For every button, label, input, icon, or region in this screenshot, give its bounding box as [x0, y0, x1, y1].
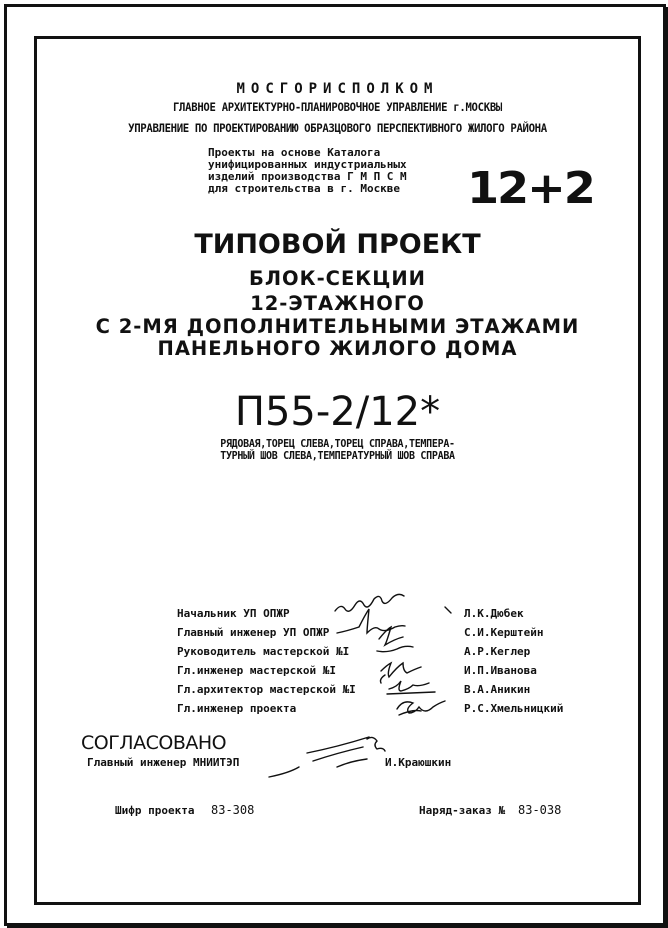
signature-name-5: В.А.Аникин — [464, 683, 531, 696]
title-line-3: С 2-МЯ ДОПОЛНИТЕЛЬНЫМИ ЭТАЖАМИ — [95, 315, 580, 338]
approval-name: И.Краюшкин — [385, 756, 452, 769]
title-block-frame — [34, 36, 641, 905]
cipher-value: 83-308 — [211, 803, 255, 817]
approval-heading: СОГЛАСОВАНО — [81, 732, 227, 754]
page-frame — [4, 4, 666, 926]
signature-role-2: Главный инженер УП ОПЖР — [177, 626, 330, 639]
title-line-2: 12-ЭТАЖНОГО — [250, 292, 425, 315]
title-line-4: ПАНЕЛЬНОГО ЖИЛОГО ДОМА — [157, 337, 518, 360]
title-line-1: БЛОК-СЕКЦИИ — [249, 267, 426, 290]
org-line-1: МОСГОРИСПОЛКОМ — [236, 81, 439, 97]
catalog-note-line-4: для строительства в г. Москве — [208, 182, 401, 195]
org-line-2: ГЛАВНОЕ АРХИТЕКТУРНО-ПЛАНИРОВОЧНОЕ УПРАВЛЕНИЕ г.МОСКВЫ — [172, 100, 503, 114]
project-description-line-1: РЯДОВАЯ,ТОРЕЦ СЛЕВА,ТОРЕЦ СПРАВА,ТЕМПЕРА- — [220, 438, 455, 450]
signature-mark-6 — [397, 701, 445, 715]
handwritten-signatures — [37, 39, 638, 902]
signature-mark-5 — [387, 681, 435, 694]
signature-name-3: А.Р.Кеглер — [464, 645, 531, 658]
cipher-label: Шифр проекта — [115, 804, 195, 817]
signature-name-2: С.И.Керштейн — [464, 626, 544, 639]
order-value: 83-038 — [518, 803, 562, 817]
project-code: П55-2/12* — [234, 389, 441, 435]
catalog-note-line-1: Проекты на основе Каталога — [208, 146, 381, 159]
approval-role: Главный инженер МНИИТЭП — [87, 756, 240, 769]
signature-mark-1 — [335, 594, 451, 613]
signature-role-6: Гл.инженер проекта — [177, 702, 297, 715]
catalog-note-line-3: изделий производства Г М П С М — [208, 170, 407, 183]
project-description-line-2: ТУРНЫЙ ШОВ СЛЕВА,ТЕМПЕРАТУРНЫЙ ШОВ СПРАВА — [220, 450, 455, 462]
signature-mark-7 — [269, 737, 385, 777]
signature-mark-2 — [337, 609, 405, 633]
signature-name-1: Л.К.Дюбек — [464, 607, 524, 620]
series-badge: 12+2 — [467, 163, 594, 214]
signature-role-4: Гл.инженер мастерской №I — [177, 664, 336, 677]
signature-mark-4 — [381, 663, 422, 683]
signature-role-5: Гл.архитектор мастерской №I — [177, 683, 356, 696]
catalog-note-line-2: унифицированных индустриальных — [208, 158, 407, 171]
order-label: Наряд-заказ № — [419, 804, 506, 817]
signature-role-3: Руководитель мастерской №I — [177, 645, 350, 658]
signature-name-6: Р.С.Хмельницкий — [464, 702, 564, 715]
signature-role-1: Начальник УП ОПЖР — [177, 607, 290, 620]
document-title: ТИПОВОЙ ПРОЕКТ — [194, 229, 481, 260]
org-line-3: УПРАВЛЕНИЕ ПО ПРОЕКТИРОВАНИЮ ОБРАЗЦОВОГО ПЕРСПЕКТИВНОГО ЖИЛОГО РАЙОНА — [128, 121, 547, 135]
signature-name-4: И.П.Иванова — [464, 664, 537, 677]
